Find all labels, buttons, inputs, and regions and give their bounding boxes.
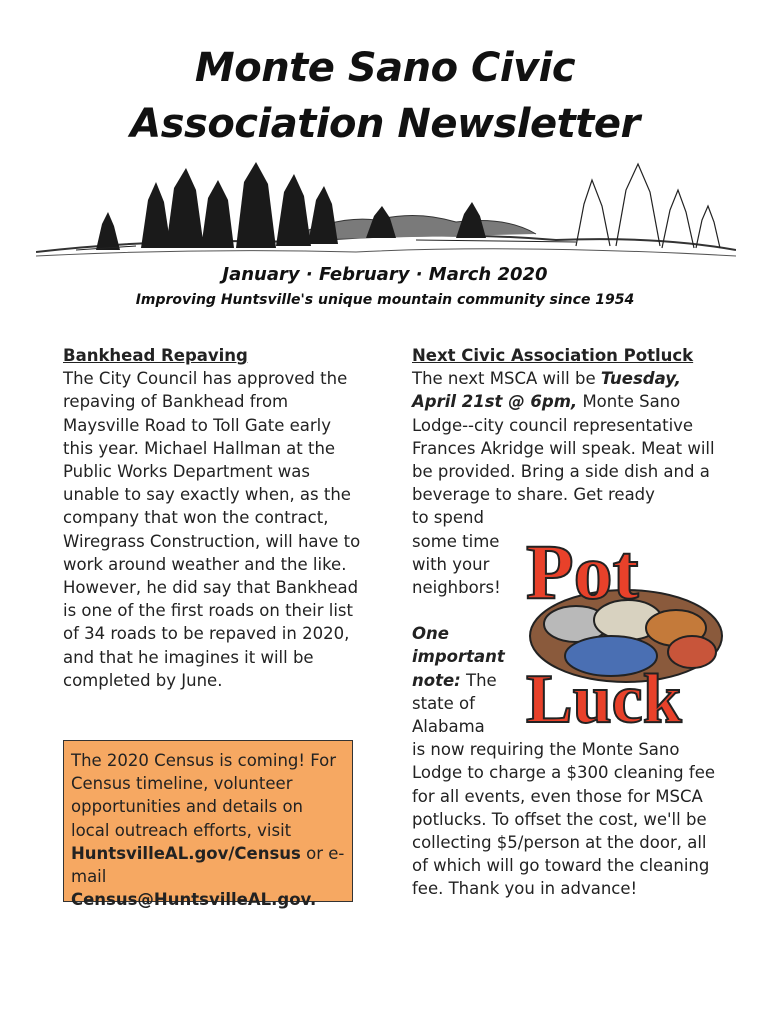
potluck-date: Tuesday, April 21st @ 6pm, — [412, 369, 681, 412]
bankhead-heading: Bankhead Repaving — [63, 346, 248, 365]
census-email[interactable]: Census@HuntsvilleAL.gov. — [71, 890, 317, 910]
tagline: Improving Huntsville's unique mountain community since 1954 — [135, 292, 635, 308]
potluck-text-narrow: to spend some time with your neighbors! — [412, 508, 501, 598]
title-line-1: Monte Sano Civic — [194, 45, 576, 91]
census-callout — [63, 740, 353, 910]
bankhead-article — [63, 344, 363, 692]
potluck-text-b: Monte Sano Lodge--city council representative Frances Akridge will speak. Meat will be provided. Bring a side dish and a beverage to share. Get ready — [412, 392, 715, 505]
bankhead-body: The City Council has approved the repaving of Bankhead from Maysville Road to Toll Gate early this year. Michael Hallman at the Public Works Department was unable to say exactly when, as the company that won the contract, Wiregrass Construction, will have to work around weather and the like. However, he did say that Bankhead is one of the first roads on their list of 34 roads to be repaved in 2020, and that he imagines it will be completed by June. — [63, 369, 361, 690]
issue-dates: January · February · March 2020 — [222, 264, 548, 285]
potluck-text-a: The next MSCA will be — [412, 369, 596, 389]
important-note-rest: is now requiring the Monte Sano Lodge to charge a $300 cleaning fee for all events, even those for MSCA potlucks. To offset the cost, we'll be collecting $5/person at the door, all of which will go toward the cleaning fee. Thank you in advance! — [412, 740, 715, 899]
newsletter-title — [0, 40, 770, 152]
potluck-heading: Next Civic Association Potluck — [412, 346, 694, 365]
important-note — [412, 622, 505, 738]
census-text-email: or e-mail — [71, 843, 345, 887]
forest-landscape-illustration — [36, 160, 736, 265]
census-link[interactable]: HuntsvilleAL.gov/Census — [71, 843, 301, 863]
potluck-clipart — [516, 528, 734, 728]
title-line-2: Association Newsletter — [130, 101, 640, 147]
census-text: The 2020 Census is coming! For Census timeline, volunteer opportunities and details on local outreach efforts, visit — [71, 751, 337, 840]
pot-word: Pot — [526, 528, 639, 615]
important-note-text: The state of Alabama — [412, 670, 497, 737]
luck-word: Luck — [526, 661, 682, 728]
important-note-label: One important note: — [412, 624, 505, 690]
